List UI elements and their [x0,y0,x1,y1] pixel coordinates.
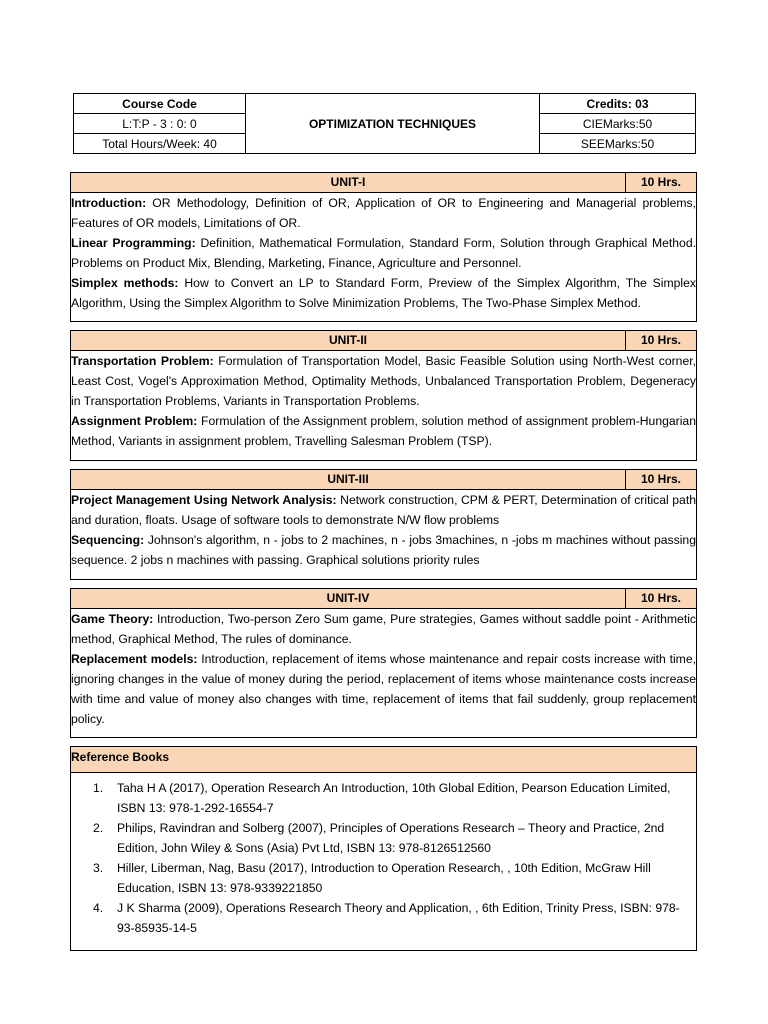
unit-name: UNIT-II [71,331,626,350]
unit-content [71,609,696,729]
reference-item [71,818,696,858]
topic [71,351,696,411]
unit-header [71,470,696,490]
unit-name: UNIT-I [71,173,626,192]
topic-heading: Simplex methods: [71,276,179,290]
cie-marks: CIEMarks:50 [540,114,696,134]
topic-heading: Linear Programming: [71,236,196,250]
total-hours: Total Hours/Week: 40 [74,134,246,154]
topic [71,649,696,729]
see-marks: SEEMarks:50 [540,134,696,154]
topic-heading: Sequencing: [71,533,145,547]
topic-heading: Replacement models: [71,652,198,666]
reference-number: 3. [93,861,104,875]
reference-number: 4. [93,901,104,915]
unit-hours: 10 Hrs. [640,175,682,189]
topic-heading: Assignment Problem: [71,414,198,428]
credits: Credits: 03 [540,94,696,114]
topic [71,530,696,570]
reference-item [71,858,696,898]
course-code-label: Course Code [74,94,246,114]
unit-hours: 10 Hrs. [640,591,682,605]
unit-content [71,193,696,313]
unit-block [70,469,697,580]
reference-list [71,778,696,938]
reference-number: 2. [93,821,104,835]
unit-header [71,173,696,193]
unit-content [71,490,696,570]
unit-name: UNIT-III [71,470,626,489]
topic [71,609,696,649]
unit-hours: 10 Hrs. [640,472,682,486]
reference-text: Philips, Ravindran and Solberg (2007), Principles of Operations Research – Theory and Practice, 2nd Edition, John Wiley & Sons (Asia) Pvt Ltd, ISBN 13: 978-8126512560 [117,821,665,855]
topic [71,233,696,273]
topic-text: Formulation of the Assignment problem, solution method of assignment problem-Hungarian Method, Variants in assignment problem, Travelling Salesman Problem (TSP). [71,414,696,448]
topic-heading: Project Management Using Network Analysis: [71,493,337,507]
reference-text: J K Sharma (2009), Operations Research Theory and Application, , 6th Edition, Trinity Press, ISBN: 978-93-85935-14-5 [117,901,680,935]
topic-text: Introduction, replacement of items whose maintenance and repair costs increase with time, ignoring changes in the value of money during the period, replacement of items whose maintenance costs increase with time and value of money also changes with time, replacement of items that fail suddenly, group replacement policy. [71,652,696,726]
reference-text: Hiller, Liberman, Nag, Basu (2017), Introduction to Operation Research, , 10th Edition, McGraw Hill Education, ISBN 13: 978-9339221850 [117,861,651,895]
course-header-table [73,93,696,154]
course-title: OPTIMIZATION TECHNIQUES [246,94,540,154]
topic-text: How to Convert an LP to Standard Form, Preview of the Simplex Algorithm, The Simplex Algorithm, Using the Simplex Algorithm to Solve Minimization Problems, The Two-Phase Simplex Method. [71,276,696,310]
topic-heading: Transportation Problem: [71,354,214,368]
unit-hours: 10 Hrs. [640,333,682,347]
reference-item [71,898,696,938]
topic-text: Definition, Mathematical Formulation, Standard Form, Solution through Graphical Method. Problems on Product Mix, Blending, Marketing, Finance, Agriculture and Personnel. [71,236,696,270]
topic-text: Formulation of Transportation Model, Basic Feasible Solution using North-West corner, Least Cost, Vogel's Approximation Method, Optimality Methods, Unbalanced Transportation Problem, Degeneracy in Transportation Problems, Variants in Transportation Problems. [71,354,696,408]
topic [71,273,696,313]
ltp: L:T:P - 3 : 0: 0 [74,114,246,134]
topic-heading: Introduction: [71,196,147,210]
reference-text: Taha H A (2017), Operation Research An Introduction, 10th Global Edition, Pearson Education Limited, ISBN 13: 978-1-292-16554-7 [117,781,671,815]
topic-text: Johnson's algorithm, n - jobs to 2 machines, n - jobs 3machines, n -jobs m machines without passing sequence. 2 jobs n machines with passing. Graphical solutions priority rules [71,533,696,567]
reference-books-title: Reference Books [71,747,696,773]
topic-text: OR Methodology, Definition of OR, Application of OR to Engineering and Managerial problems, Features of OR models, Limitations of OR. [71,196,696,230]
topic [71,490,696,530]
unit-content [71,351,696,451]
unit-block [70,330,697,461]
unit-header [71,331,696,351]
topic-text: Introduction, Two-person Zero Sum game, Pure strategies, Games without saddle point - Arithmetic method, Graphical Method, The rules of dominance. [71,612,697,646]
topic [71,411,696,451]
unit-name: UNIT-IV [71,589,626,608]
reference-item [71,778,696,818]
unit-block [70,588,697,738]
unit-header [71,589,696,609]
topic-heading: Game Theory: [71,612,154,626]
topic [71,193,696,233]
topic-text: Network construction, CPM & PERT, Determination of critical path and duration, floats. Usage of software tools to demonstrate N/W flow problems [71,493,696,527]
unit-block [70,172,697,322]
reference-number: 1. [93,781,104,795]
reference-books [70,746,697,951]
